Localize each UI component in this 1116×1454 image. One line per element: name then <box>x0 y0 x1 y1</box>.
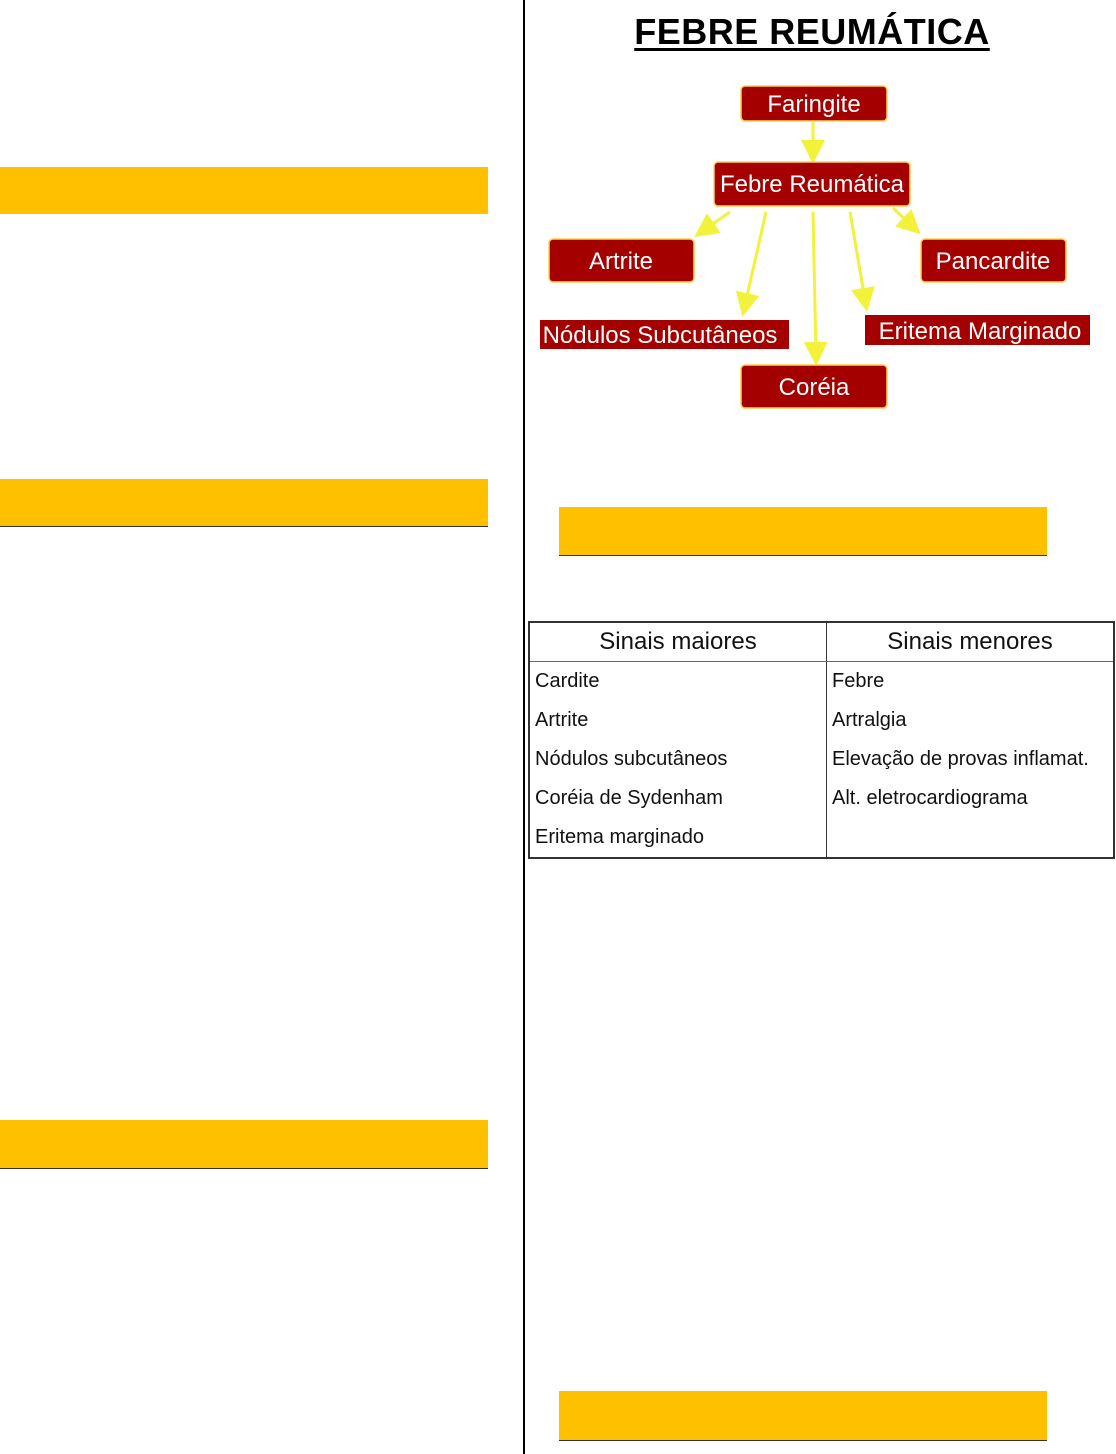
header-sinais-maiores: Sinais maiores <box>529 622 827 662</box>
arrow-to-artrite <box>704 212 730 230</box>
node-febre-reumatica-label: Febre Reumática <box>719 171 905 198</box>
node-artrite <box>549 239 694 282</box>
table-row <box>529 818 1114 858</box>
node-faringite <box>741 86 887 121</box>
cell-minor: Febre <box>832 670 885 692</box>
node-eritema-label: Eritema Marginado <box>878 318 1082 345</box>
cell-minor: Alt. eletrocardiograma <box>832 787 1028 809</box>
node-coreia-label: Coréia <box>778 374 850 401</box>
node-eritema-marginado <box>865 315 1090 345</box>
cell-major: Coréia de Sydenham <box>529 779 827 818</box>
highlight-bar-5 <box>559 1391 1047 1441</box>
cell-major: Artrite <box>529 701 827 740</box>
table-row <box>529 662 1114 702</box>
cell-major: Cardite <box>529 662 827 702</box>
highlight-bar-3 <box>0 1120 488 1169</box>
node-febre-reumatica <box>714 162 910 206</box>
node-coreia <box>741 365 887 408</box>
jones-criteria-table <box>528 621 1115 859</box>
pathophysiology-diagram <box>0 0 1116 460</box>
arrow-to-eritema <box>850 212 865 300</box>
node-pancardite <box>921 239 1066 282</box>
node-artrite-label: Artrite <box>588 248 654 275</box>
table-row <box>529 740 1114 779</box>
arrow-to-coreia <box>813 212 816 354</box>
table-row <box>529 701 1114 740</box>
arrow-to-pancardite <box>893 208 912 226</box>
cell-minor: Elevação de provas inflamat. <box>832 748 1089 770</box>
table-header-row <box>529 622 1114 662</box>
node-nodulos-label: Nódulos Subcutâneos <box>542 322 778 349</box>
highlight-bar-2 <box>0 479 488 527</box>
node-nodulos-subcutaneos <box>540 320 789 349</box>
cell-major: Nódulos subcutâneos <box>529 740 827 779</box>
highlight-bar-4 <box>559 507 1047 556</box>
page-title: FEBRE REUMÁTICA <box>634 11 990 52</box>
cell-minor <box>827 818 1115 858</box>
node-faringite-label: Faringite <box>767 91 861 118</box>
node-pancardite-label: Pancardite <box>935 248 1051 275</box>
table-row <box>529 779 1114 818</box>
arrow-to-nodulos <box>745 212 766 305</box>
cell-minor: Artralgia <box>832 709 907 731</box>
cell-major: Eritema marginado <box>529 818 827 858</box>
header-sinais-menores: Sinais menores <box>827 622 1115 662</box>
